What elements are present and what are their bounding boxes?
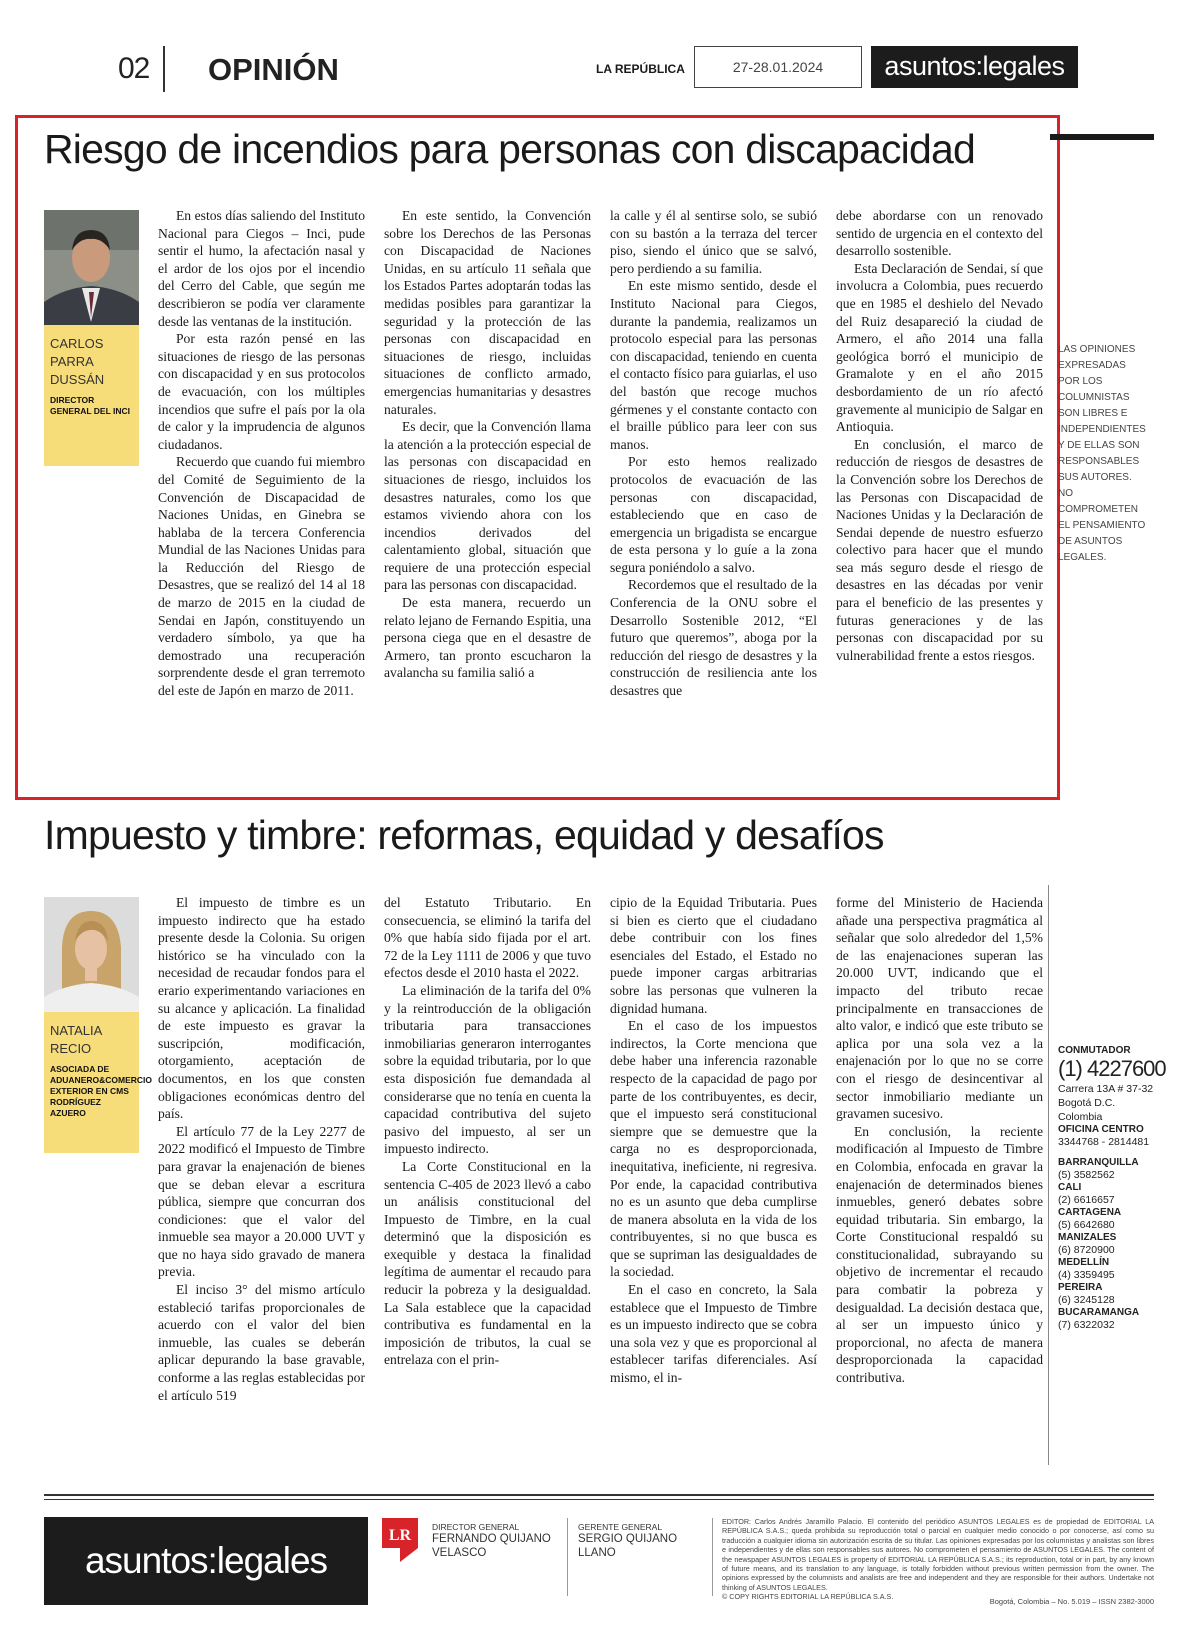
paragraph: La eliminación de la tarifa del 0% y la reintroducción de la obligación tributaria para transacciones inmobiliarias generaron interrogantes sobre la equidad tributaria, por lo que esta disposición fue demandada al considerarse que no tenía en cuenta la capacidad contributiva del sujeto pasivo del impuesto, al ser un impuesto indirecto.: [384, 982, 591, 1157]
footer-rule: [44, 1499, 1154, 1500]
author-photo-natalia: [44, 897, 139, 1012]
sidebar-divider: [1048, 885, 1049, 1465]
city-name: BARRANQUILLA: [1058, 1157, 1139, 1168]
paragraph: Es decir, que la Convención llama la atención a la protección especial de las personas con discapacidad en situaciones de riesgo, incluidos los desastres naturales, como los que estamos viviendo ahora con los incendios derivados del calentamiento global, situación que requiere de una protección especial para las personas con discapacidad.: [384, 419, 591, 593]
paragraph: En el caso de los impuestos indirectos, la Corte menciona que debe haber una inferencia razonable respecto de la capacidad de pago por parte de los contribuyentes, es decir, que el impuesto será constitucional siempre que se demuestre que la carga no es desproporcionada, inequitativa, ineficiente, ni regresiva. Por ende, la capacidad contributiva no es un asunto que deba cumplirse de manera absoluta en la vida de los contribuyentes, si no que busca es que se supriman las desigualdades de la sociedad.: [610, 1018, 817, 1280]
city-name: BUCARAMANGA: [1058, 1307, 1140, 1318]
paragraph: En conclusión, el marco de reducción de riesgos de desastres de la Convención sobre los Derechos de las Personas con Discapacidad de Naciones Unidas y la Declaración de Sendai depende de nuestro esfuerzo colectivo para hacer que el mundo sea más seguro desde el riesgo de desastres en las décadas por venir para el beneficio de las presentes y futuras generaciones y de las personas con discapacidad por su vulnerabilidad frente a estos riesgos.: [836, 436, 1043, 663]
director-role: DIRECTOR GENERAL: [432, 1522, 520, 1532]
footer-divider: [712, 1518, 713, 1596]
address-line: Colombia: [1058, 1111, 1103, 1123]
header-divider: [163, 46, 165, 92]
city-phone: (6) 8720900: [1058, 1244, 1115, 1256]
newspaper-name: LA REPÚBLICA: [596, 62, 685, 76]
address-line: Bogotá D.C.: [1058, 1097, 1116, 1109]
article2-column-3: [610, 894, 817, 1387]
switchboard-phone: (1) 4227600: [1058, 1056, 1166, 1081]
author-name: CARLOS PARRA DUSSÁN: [50, 336, 105, 387]
author-box-carlos: [44, 325, 139, 466]
city-name: MEDELLÍN: [1058, 1257, 1110, 1268]
manager-role: GERENTE GENERAL: [578, 1522, 663, 1532]
city-name: CARTAGENA: [1058, 1207, 1122, 1218]
legal-notice: [722, 1517, 1154, 1602]
manager-credit: [578, 1522, 698, 1560]
article2-column-1: [158, 894, 365, 1404]
author-box-natalia: [44, 1012, 152, 1153]
footer-divider: [567, 1518, 568, 1596]
manager-name: SERGIO QUIJANO LLANO: [578, 1533, 678, 1559]
paragraph: El impuesto de timbre es un impuesto indirecto que ha estado presente desde la Colonia. Su origen histórico se ha vinculado con la necesidad de recaudar fondos para el erario experimentando variaciones en su alcance y aplicación. La finalidad de este impuesto es gravar la suscripción, modificación, otorgamiento, aceptación de documentos, en los que consten obligaciones económicas dentro del país.: [158, 895, 365, 1122]
paragraph: Por esto hemos realizado protocolos de evacuación de las personas con discapacidad, estableciendo que en caso de emergencia un brigadista se encargue de esta persona y lo guíe a la zona segura poniéndolo a salvo.: [610, 454, 817, 575]
paragraph: En este mismo sentido, desde el Instituto Nacional para Ciegos, durante la pandemia, realizamos un protocolo especial para las personas con discapacidad, teniendo en cuenta el contacto físico para guiarlas, el uso del bastón que recoge muchos gérmenes y el constante contacto con el braille público para leer con sus manos.: [610, 278, 817, 452]
section-title: OPINIÓN: [208, 52, 339, 87]
author-name: NATALIA RECIO: [50, 1023, 102, 1056]
paragraph: En el caso en concreto, la Sala establece que el Impuesto de Timbre es un impuesto indirecto que se cobra una sola vez y que es proporcional al establecer tarifas diferenciales. Así mismo, el in-: [610, 1282, 817, 1386]
paragraph: El artículo 77 de la Ley 2277 de 2022 modificó el Impuesto de Timbre para gravar la enajenación de bienes que se deban elevar a escritura pública, siempre que concurran dos condiciones: que el valor del inmueble sea mayor a 20.000 UVT y que no haya sido gravado de manera previa.: [158, 1123, 365, 1280]
article1-title: Riesgo de incendios para personas con discapacidad: [44, 126, 975, 172]
paragraph: De esta manera, recuerdo un relato lejano de Fernando Espitia, una persona ciega que en el desastre de Armero, tan pronto escucharon la avalancha su familia salió a: [384, 595, 591, 681]
paragraph: En estos días saliendo del Instituto Nacional para Ciegos – Inci, pude sentir el humo, la afectación nasal y el ardor de los ojos por el incendio del Cerro del Cable, que según me describieron se podía ver claramente desde las ventanas de la institución.: [158, 208, 365, 329]
author-role: ASOCIADA DE ADUANERO&COMERCIO EXTERIOR EN CMS RODRÍGUEZ AZUERO: [50, 1064, 152, 1118]
footer-rule: [44, 1494, 1154, 1496]
paragraph: del Estatuto Tributario. En consecuencia, se eliminó la tarifa del 0% que había sido fijada por el art. 72 de la Ley 1111 de 2006 y que tuvo efectos desde el 2010 hasta el 2022.: [384, 895, 591, 981]
lr-logo-icon: [382, 1518, 418, 1562]
article1-column-3: [610, 207, 817, 700]
paragraph: Recuerdo que cuando fui miembro del Comité de Seguimiento de la Convención de Discapacidad de Naciones Unidas, en Ginebra se hablaba de la tercera Conferencia Mundial de las Naciones Unidas para la Reducción del Riesgo de Desastres, que se realizó del 14 al 18 de marzo de 2015 en la ciudad de Sendai en Japón, constituyendo un verdadero símbolo, ya que ha demostrado una recuperación sorprendente desde el gran terremoto del este de Japón en marzo de 2011.: [158, 454, 365, 699]
paragraph: la calle y él al sentirse solo, se subió con su bastón a la terraza del tercer piso, siendo el único que se salvó, pero perdiendo a su familia.: [610, 208, 817, 276]
office-label: OFICINA CENTRO: [1058, 1124, 1144, 1135]
article1-column-1: [158, 207, 365, 700]
edition-date: 27-28.01.2024: [694, 46, 862, 88]
section-rule: [1050, 134, 1154, 140]
paragraph: El inciso 3° del mismo artículo estableció tarifas proporcionales de acuerdo con el valor del bien inmueble, las cuales se deberán aplicar depurando la base gravable, conforme a las reglas establecidas por el artículo 519: [158, 1282, 365, 1403]
city-phone: (5) 3582562: [1058, 1169, 1115, 1181]
city-name: CALI: [1058, 1182, 1082, 1193]
office-phones: 3344768 - 2814481: [1058, 1136, 1150, 1148]
paragraph: En conclusión, la reciente modificación al Impuesto de Timbre en Colombia, enfocada en gravar la enajenación de determinados bienes inmuebles, generó debates sobre equidad tributaria. Sin embargo, la Corte Constitucional respaldó su constitucionalidad, subrayando su objetivo de incrementar el recaudo para combatir la pobreza y desigualdad. La decisión destaca que, al ser un impuesto único y proporcional, no afecta de manera desproporcionada la capacidad contributiva.: [836, 1123, 1043, 1386]
paragraph: En este sentido, la Convención sobre los Derechos de las Personas con Discapacidad de Naciones Unidas, en su artículo 11 señala que los Estados Partes adoptarán todas las medidas posibles para garantizar la seguridad y la protección de las personas con discapacidad en situaciones de riesgo, incluidas situaciones de conflicto armado, emergencias humanitarias y desastres naturales.: [384, 208, 591, 417]
paragraph: debe abordarse con un renovado sentido de urgencia en el contexto del desarrollo sostenible.: [836, 208, 1043, 259]
city-phone: (6) 3245128: [1058, 1294, 1115, 1306]
paragraph: forme del Ministerio de Hacienda añade una perspectiva pragmática al señalar que solo alrededor del 1,5% de las enajenaciones superan las 20.000 UVT, indicando que el impacto del tributo recae principalmente en transacciones de alto valor, e indicó que este tributo se aplica por una sola vez a la enajenación por lo que no se corre con el riesgo de desincentivar al sector inmobiliario mediante un gravamen sucesivo.: [836, 895, 1043, 1122]
contact-sidebar: [1058, 1045, 1173, 1332]
city-name: MANIZALES: [1058, 1232, 1117, 1243]
brand-logo: asuntos:legales: [871, 46, 1078, 88]
legal-text: EDITOR: Carlos Andrés Jaramillo Palacio. El contenido del periódico ASUNTOS LEGALES es de propiedad de EDITORIAL LA REPÚBLICA S.A.S.; queda prohibida su reproducción total o parcial en cualquier medio conocido o por conocerse, así como su traducción a cualquier idioma sin autorización escrita de su titular. Las opiniones expresadas por los columnistas y analistas son libres e independientes y de ellas son responsables sus autores. No comprometen el pensamiento de ASUNTOS LEGALES. The content of the newspaper ASUNTOS LEGALES is property of EDITORIAL LA REPÚBLICA S.A.S.; its reproduction, total or in part, by any known of future means, and its translation to any language, is totally forbidden without previous written permission from the owner. The opinions expressed by the columnists and analists are free and independent and they are responsible for their authors. Undertake not thinking of ASUNTOS LEGALES.: [722, 1517, 1154, 1592]
director-credit: [432, 1522, 562, 1560]
author-photo-carlos: [44, 210, 139, 325]
paragraph: cipio de la Equidad Tributaria. Pues si bien es cierto que el ciudadano debe contribuir con los fines esenciales del Estado, el Estado no puede imponer cargas arbitrarias sobre las personas que vulneren la dignidad humana.: [610, 895, 817, 1016]
director-name: FERNANDO QUIJANO VELASCO: [432, 1533, 551, 1559]
page-number: 02: [118, 52, 150, 85]
edition-info: Bogotá, Colombia – No. 5.019 – ISSN 2382-3000: [989, 1597, 1154, 1606]
switchboard-label: CONMUTADOR: [1058, 1045, 1131, 1056]
opinion-disclaimer: LAS OPINIONES EXPRESADAS POR LOS COLUMNISTAS SON LIBRES E INDEPENDIENTES Y DE ELLAS SON RESPONSABLES SUS AUTORES. NO COMPROMETEN EL PENSAMIENTO DE ASUNTOS LEGALES.: [1058, 344, 1146, 563]
city-phone: (7) 6322032: [1058, 1319, 1115, 1331]
paragraph: Esta Declaración de Sendai, sí que involucra a Colombia, pues recuerdo que en 1985 el deshielo del Nevado del Ruiz desapareció la ciudad de Armero, el año 2014 una falla geológica borró el municipio de Gramalote y en el año 2015 desbordamiento de un río afectó gravemente al municipio de Salgar en Antioquia.: [836, 260, 1043, 435]
city-name: PEREIRA: [1058, 1282, 1103, 1293]
copyright: © COPY RIGHTS EDITORIAL LA REPÚBLICA S.A.S.: [722, 1592, 894, 1602]
paragraph: La Corte Constitucional en la sentencia C-405 de 2023 llevó a cabo un análisis constitucional del Impuesto de Timbre, en la cual determinó que la disposición es exequible y destaca la finalidad legítima de aumentar el recaudo para reducir la pobreza y la desigualdad. La Sala establece que la capacidad contributiva es fundamental en la imposición de tributos, la cual se entrelaza con el prin-: [384, 1158, 591, 1368]
city-phone: (5) 6642680: [1058, 1219, 1115, 1231]
article1-column-4: [836, 207, 1043, 664]
article1-column-2: [384, 207, 591, 682]
article2-title: Impuesto y timbre: reformas, equidad y desafíos: [44, 812, 884, 858]
footer-brand-logo: asuntos:legales: [44, 1517, 368, 1605]
city-phone: (4) 3359495: [1058, 1269, 1115, 1281]
lr-logo-text: LR: [388, 1527, 412, 1544]
article2-column-2: [384, 894, 591, 1369]
address-line: Carrera 13A # 37-32: [1058, 1083, 1154, 1095]
paragraph: Por esta razón pensé en las situaciones de riesgo de las personas con discapacidad y en sus protocolos de evacuación, con los múltiples incendios que sufre el país por la ola de calor y la imprudencia de algunos ciudadanos.: [158, 331, 365, 452]
city-phone: (2) 6616657: [1058, 1194, 1115, 1206]
paragraph: Recordemos que el resultado de la Conferencia de la ONU sobre el Desarrollo Sostenible 2012, “El futuro que queremos”, aboga por la reducción del riesgo de desastres y la construcción de resiliencia ante los desastres que: [610, 577, 817, 699]
article2-column-4: [836, 894, 1043, 1387]
author-role: DIRECTOR GENERAL DEL INCI: [50, 395, 130, 416]
